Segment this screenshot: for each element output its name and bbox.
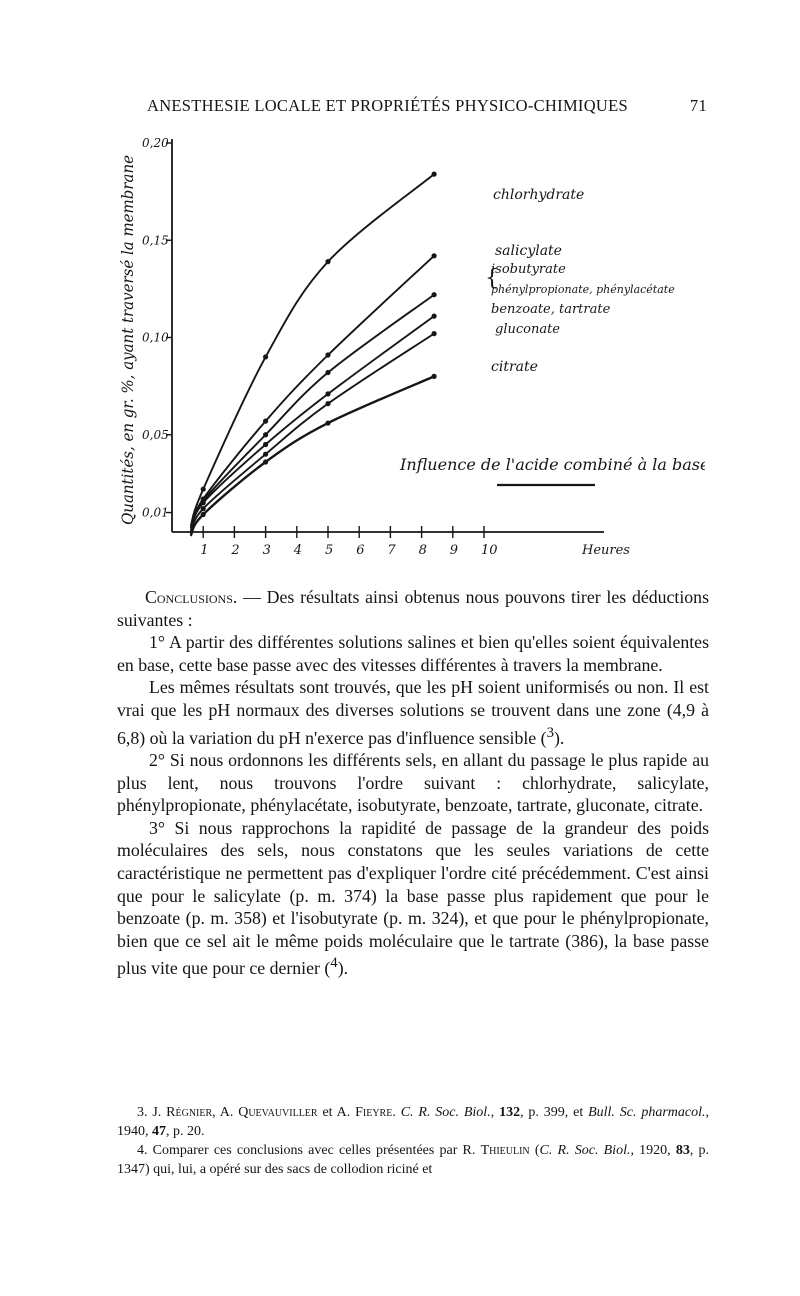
running-head-title: ANESTHESIE LOCALE ET PROPRIÉTÉS PHYSICO-CHIMIQUES [147, 96, 628, 115]
data-point [431, 331, 436, 336]
footnote-text: , A. [212, 1105, 239, 1120]
series-line-benzoate [191, 316, 434, 532]
data-point [431, 292, 436, 297]
x-tick-label: 1 [200, 543, 209, 558]
data-point [431, 314, 436, 319]
footnote-4 [117, 1141, 709, 1179]
footnote-text: 3. J. [137, 1105, 167, 1120]
curve-label: benzoate, tartrate [491, 302, 611, 317]
data-point [263, 452, 268, 457]
section-heading: Conclusions. [145, 587, 238, 607]
y-tick-label: 0,20 [142, 136, 169, 150]
data-point [325, 352, 330, 357]
data-point [325, 259, 330, 264]
figure-diffusion-chart [105, 135, 705, 575]
footnote-text: , p. 1347) qui, lui, a opéré sur des sacs de collodion riciné et [117, 1143, 710, 1177]
curve-label: isobutyrate [491, 262, 566, 277]
footnote-ref: 3 [546, 724, 554, 741]
volume-number: 47 [152, 1124, 166, 1139]
series-line-isobutyrate [191, 295, 434, 530]
x-tick-label: 10 [481, 543, 498, 558]
x-tick-label: 7 [387, 543, 396, 558]
data-point [431, 172, 436, 177]
y-tick-label: 0,01 [142, 505, 169, 520]
footnote-text: , 1940, [117, 1105, 710, 1139]
footnote-text: , p. 399, et [520, 1105, 589, 1120]
curve-label: phénylpropionate, phénylacétate [491, 283, 675, 296]
paragraph-3: 2° Si nous ordonnons les différents sels, en allant du passage le plus rapide au plus lent, nous trouvons l'ordre suivant : chlorhydrate, salicylate, phénylpropionate, phénylacétate, isobutyrate, benzoate, tartrate, gluconate, citrate. [117, 750, 709, 816]
y-axis-label: Quantités, en gr. %, ayant traversé la membrane [119, 142, 137, 525]
paragraph-conclusions [117, 586, 709, 631]
y-tick-label: 0,15 [142, 233, 169, 248]
journal-name: C. R. Soc. Biol. [539, 1143, 631, 1158]
x-tick-label: 2 [231, 543, 240, 558]
x-tick-label: 4 [293, 543, 303, 558]
data-point [263, 459, 268, 464]
footnote-text: 4. Comparer ces conclusions avec celles présentées par R. [137, 1143, 481, 1158]
x-axis-label: Heures [582, 543, 630, 558]
paragraph-text: Les mêmes résultats sont trouvés, que les pH soient uniformisés ou non. Il est vrai que les pH normaux des diverses solutions se trouvent dans une zone (4,9 à 6,8) où la variation du pH n'exerce pas d'influence sensible ( [117, 677, 709, 748]
y-tick-label: 0,05 [142, 427, 169, 442]
paragraph-2 [117, 676, 709, 749]
data-point [263, 419, 268, 424]
data-point [263, 354, 268, 359]
curve-label: citrate [491, 359, 538, 375]
footnote-text: et A. [317, 1105, 356, 1120]
data-point [201, 487, 206, 492]
journal-name: Bull. Sc. pharmacol. [588, 1105, 706, 1120]
footnote-text: , 1920, [630, 1143, 676, 1158]
author-name: Thieulin [480, 1143, 530, 1158]
curve-label: gluconate [495, 322, 560, 337]
paragraph-text: ). [553, 727, 565, 748]
data-point [431, 374, 436, 379]
series-line-citrate [191, 376, 434, 535]
paragraph-text: — Des résultats ainsi obtenus nous pouvons tirer les déductions suivantes : [117, 587, 709, 630]
footnote-3 [117, 1103, 709, 1141]
data-point [431, 253, 436, 258]
footnote-text: . [392, 1105, 401, 1120]
x-tick-label: 8 [418, 543, 427, 558]
footnote-text: , p. 20. [166, 1124, 205, 1139]
author-name: Quevauviller [238, 1105, 318, 1120]
page-number: 71 [689, 96, 707, 115]
author-name: Régnier [166, 1105, 213, 1120]
chart-svg [105, 135, 705, 575]
data-point [325, 401, 330, 406]
body-text [117, 586, 709, 980]
journal-name: C. R. Soc. Biol. [400, 1105, 491, 1120]
data-point [201, 512, 206, 517]
footnote-text: ( [529, 1143, 540, 1158]
data-point [263, 442, 268, 447]
paragraph-text: ). [337, 958, 349, 979]
footnote-text: , [490, 1105, 500, 1120]
data-point [201, 506, 206, 511]
paragraph-1: 1° A partir des différentes solutions salines et bien qu'elles soient équivalentes en base, cette base passe avec des vitesses différentes à travers la membrane. [117, 632, 709, 675]
volume-number: 132 [499, 1105, 521, 1120]
data-point [201, 500, 206, 505]
x-tick-label: 3 [262, 543, 271, 558]
x-tick-label: 6 [356, 543, 365, 558]
data-point [263, 432, 268, 437]
footnotes [117, 1103, 709, 1179]
volume-number: 83 [675, 1143, 690, 1158]
y-tick-label: 0,10 [142, 330, 169, 345]
author-name: Fieyre [355, 1105, 393, 1120]
x-tick-label: 9 [449, 543, 459, 558]
curve-label: salicylate [495, 243, 562, 259]
chart-title: Influence de l'acide combiné à la base [400, 455, 705, 474]
data-point [325, 391, 330, 396]
curve-label: chlorhydrate [493, 187, 585, 203]
x-tick-label: 5 [325, 543, 334, 558]
data-point [325, 420, 330, 425]
data-point [325, 370, 330, 375]
footnote-ref: 4 [330, 955, 338, 972]
paragraph-text: 3° Si nous rapprochons la rapidité de passage de la grandeur des poids moléculaires des sels, nous constatons que les seules variations de cette caractéristique ne permettent pas d'expliquer l'ordre cité précédemment. C'est ainsi que pour le salicylate (p. m. 374) la base passe plus rapidement que pour le benzoate (p. m. 358) et l'isobutyrate (p. m. 324), et que pour le phénylpropionate, bien que ce sel ait le même poids moléculaire que le tartrate (386), la base passe plus vite que pour ce dernier ( [117, 817, 709, 979]
paragraph-4 [117, 817, 709, 980]
curve-label-brace: { [485, 266, 499, 291]
